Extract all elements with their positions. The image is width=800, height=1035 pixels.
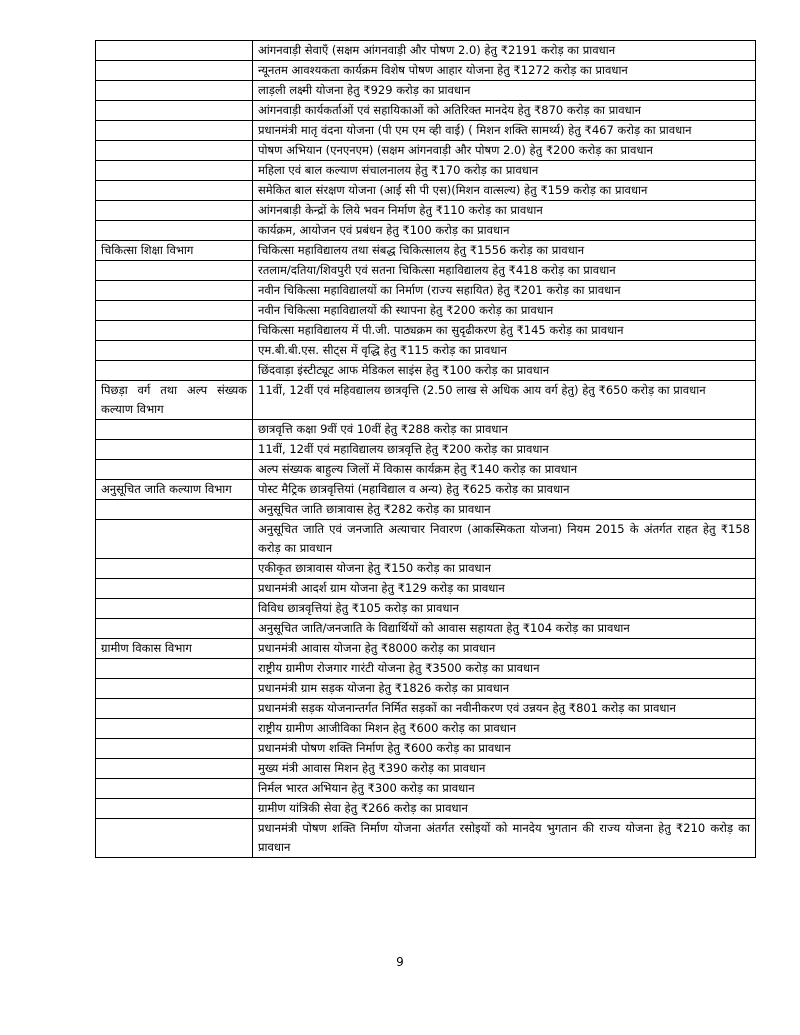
department-cell: ग्रामीण विकास विभाग <box>96 639 253 659</box>
department-cell <box>96 121 253 141</box>
provision-cell: नवीन चिकित्सा महाविद्यालयों की स्थापना हेतु ₹200 करोड़ का प्रावधान <box>253 301 756 321</box>
table-row <box>96 559 756 579</box>
table-row <box>96 799 756 819</box>
provision-cell: अनुसूचित जाति एवं जनजाति अत्याचार निवारण (आकस्मिकता योजना) नियम 2015 के अंतर्गत राहत हेतु ₹158 करोड़ का प्रावधान <box>253 520 756 559</box>
table-row <box>96 480 756 500</box>
department-cell <box>96 261 253 281</box>
provision-cell: छिंदवाड़ा इंस्टीट्यूट आफ मेडिकल साइंस हेतु ₹100 करोड़ का प्रावधान <box>253 361 756 381</box>
page-number: 9 <box>396 955 404 969</box>
provision-cell: आंगनवाड़ी कार्यकर्ताओं एवं सहायिकाओं को अतिरिक्त मानदेय हेतु ₹870 करोड़ का प्रावधान <box>253 101 756 121</box>
department-cell <box>96 141 253 161</box>
table-row <box>96 619 756 639</box>
department-cell: अनुसूचित जाति कल्याण विभाग <box>96 480 253 500</box>
table-row <box>96 201 756 221</box>
table-row <box>96 321 756 341</box>
table-row <box>96 81 756 101</box>
department-cell <box>96 559 253 579</box>
provision-cell: एकीकृत छात्रावास योजना हेतु ₹150 करोड़ का प्रावधान <box>253 559 756 579</box>
department-cell <box>96 579 253 599</box>
table-row <box>96 719 756 739</box>
provision-cell: प्रधानमंत्री आवास योजना हेतु ₹8000 करोड़ का प्रावधान <box>253 639 756 659</box>
table-row <box>96 440 756 460</box>
table-row <box>96 520 756 559</box>
department-cell <box>96 500 253 520</box>
department-cell <box>96 341 253 361</box>
table-row <box>96 659 756 679</box>
budget-table-body <box>96 41 756 858</box>
table-row <box>96 221 756 241</box>
provision-cell: प्रधानमंत्री मातृ वंदना योजना (पी एम एम व्ही वाई) ( मिशन शक्ति सामर्थ्य) हेतु ₹467 करोड़ का प्रावधान <box>253 121 756 141</box>
department-cell <box>96 81 253 101</box>
department-cell <box>96 221 253 241</box>
table-row <box>96 500 756 520</box>
provision-cell: प्रधानमंत्री आदर्श ग्राम योजना हेतु ₹129 करोड़ का प्रावधान <box>253 579 756 599</box>
department-cell <box>96 440 253 460</box>
table-row <box>96 121 756 141</box>
table-row <box>96 141 756 161</box>
table-row <box>96 301 756 321</box>
provision-cell: 11वीं, 12वीं एवं महिवद्यालय छात्रवृत्ति (2.50 लाख से अधिक आय वर्ग हेतु) हेतु ₹650 करोड़ का प्रावधान <box>253 381 756 420</box>
department-cell <box>96 101 253 121</box>
department-cell <box>96 281 253 301</box>
provision-cell: पोषण अभियान (एनएनएम) (सक्षम आंगनवाड़ी और पोषण 2.0) हेतु ₹200 करोड़ का प्रावधान <box>253 141 756 161</box>
table-row <box>96 779 756 799</box>
provision-cell: नवीन चिकित्सा महाविद्यालयों का निर्माण (राज्य सहायित) हेतु ₹201 करोड़ का प्रावधान <box>253 281 756 301</box>
department-cell <box>96 619 253 639</box>
department-cell <box>96 321 253 341</box>
table-row <box>96 241 756 261</box>
provision-cell: रतलाम/दतिया/शिवपुरी एवं सतना चिकित्सा महाविद्यालय हेतु ₹418 करोड़ का प्रावधान <box>253 261 756 281</box>
table-row <box>96 101 756 121</box>
provision-cell: अनुसूचित जाति/जनजाति के विद्यार्थियों को आवास सहायता हेतु ₹104 करोड़ का प्रावधान <box>253 619 756 639</box>
table-row <box>96 161 756 181</box>
provision-cell: आंगनवाड़ी सेवाएँ (सक्षम आंगनवाड़ी और पोषण 2.0) हेतु ₹2191 करोड़ का प्रावधान <box>253 41 756 61</box>
provision-cell: ग्रामीण यांत्रिकी सेवा हेतु ₹266 करोड़ का प्रावधान <box>253 799 756 819</box>
provision-cell: छात्रवृत्ति कक्षा 9वीं एवं 10वीं हेतु ₹288 करोड़ का प्रावधान <box>253 420 756 440</box>
table-row <box>96 261 756 281</box>
department-cell <box>96 201 253 221</box>
department-cell <box>96 779 253 799</box>
department-cell <box>96 161 253 181</box>
table-row <box>96 579 756 599</box>
department-cell <box>96 361 253 381</box>
provision-cell: अल्प संख्यक बाहुल्य जिलों में विकास कार्यक्रम हेतु ₹140 करोड़ का प्रावधान <box>253 460 756 480</box>
table-row <box>96 281 756 301</box>
provision-cell: प्रधानमंत्री ग्राम सड़क योजना हेतु ₹1826 करोड़ का प्रावधान <box>253 679 756 699</box>
department-cell <box>96 61 253 81</box>
department-cell <box>96 759 253 779</box>
provision-cell: चिकित्सा महाविद्यालय तथा संबद्ध चिकित्सालय हेतु ₹1556 करोड़ का प्रावधान <box>253 241 756 261</box>
department-cell: चिकित्सा शिक्षा विभाग <box>96 241 253 261</box>
table-row <box>96 341 756 361</box>
provision-cell: एम.बी.बी.एस. सीट्स में वृद्धि हेतु ₹115 करोड़ का प्रावधान <box>253 341 756 361</box>
provision-cell: आंगनबाड़ी केन्द्रों के लिये भवन निर्माण हेतु ₹110 करोड़ का प्रावधान <box>253 201 756 221</box>
department-cell: पिछड़ा वर्ग तथा अल्प संख्यक कल्याण विभाग <box>96 381 253 420</box>
provision-cell: चिकित्सा महाविद्यालय में पी.जी. पाठ्यक्रम का सुदृढीकरण हेतु ₹145 करोड़ का प्रावधान <box>253 321 756 341</box>
table-row <box>96 420 756 440</box>
provision-cell: प्रधानमंत्री सड़क योजनान्तर्गत निर्मित सड़कों का नवीनीकरण एवं उन्नयन हेतु ₹801 करोड़ का प्रावधान <box>253 699 756 719</box>
table-row <box>96 739 756 759</box>
table-row <box>96 679 756 699</box>
department-cell <box>96 739 253 759</box>
department-cell <box>96 679 253 699</box>
provision-cell: कार्यक्रम, आयोजन एवं प्रबंधन हेतु ₹100 करोड़ का प्रावधान <box>253 221 756 241</box>
provision-cell: मुख्य मंत्री आवास मिशन हेतु ₹390 करोड़ का प्रावधान <box>253 759 756 779</box>
provision-cell: पोस्ट मैट्रिक छात्रवृत्तियां (महाविद्याल व अन्य) हेतु ₹625 करोड़ का प्रावधान <box>253 480 756 500</box>
provision-cell: महिला एवं बाल कल्याण संचालनालय हेतु ₹170 करोड़ का प्रावधान <box>253 161 756 181</box>
department-cell <box>96 819 253 858</box>
department-cell <box>96 301 253 321</box>
department-cell <box>96 460 253 480</box>
provision-cell: लाड़ली लक्ष्मी योजना हेतु ₹929 करोड़ का प्रावधान <box>253 81 756 101</box>
table-row <box>96 41 756 61</box>
provision-cell: विविध छात्रवृत्तियां हेतु ₹105 करोड़ का प्रावधान <box>253 599 756 619</box>
table-row <box>96 639 756 659</box>
department-cell <box>96 699 253 719</box>
table-row <box>96 699 756 719</box>
department-cell <box>96 520 253 559</box>
provision-cell: राष्ट्रीय ग्रामीण आजीविका मिशन हेतु ₹600 करोड़ का प्रावधान <box>253 719 756 739</box>
department-cell <box>96 420 253 440</box>
department-cell <box>96 659 253 679</box>
provision-cell: अनुसूचित जाति छात्रावास हेतु ₹282 करोड़ का प्रावधान <box>253 500 756 520</box>
table-row <box>96 361 756 381</box>
table-row <box>96 599 756 619</box>
provision-cell: प्रधानमंत्री पोषण शक्ति निर्माण योजना अंतर्गत रसोइयों को मानदेय भुगतान की राज्य योजना हेतु ₹210 करोड़ का प्रावधान <box>253 819 756 858</box>
table-row <box>96 460 756 480</box>
provision-cell: निर्मल भारत अभियान हेतु ₹300 करोड़ का प्रावधान <box>253 779 756 799</box>
table-row <box>96 61 756 81</box>
table-row <box>96 181 756 201</box>
department-cell <box>96 599 253 619</box>
provision-cell: समेकित बाल संरक्षण योजना (आई सी पी एस)(मिशन वात्सल्य) हेतु ₹159 करोड़ का प्रावधान <box>253 181 756 201</box>
table-row <box>96 819 756 858</box>
provision-cell: प्रधानमंत्री पोषण शक्ति निर्माण हेतु ₹600 करोड़ का प्रावधान <box>253 739 756 759</box>
department-cell <box>96 799 253 819</box>
budget-table <box>95 40 756 858</box>
table-row <box>96 381 756 420</box>
department-cell <box>96 719 253 739</box>
provision-cell: 11वीं, 12वीं एवं महाविद्यालय छात्रवृत्ति हेतु ₹200 करोड़ का प्रावधान <box>253 440 756 460</box>
provision-cell: न्यूनतम आवश्यकता कार्यक्रम विशेष पोषण आहार योजना हेतु ₹1272 करोड़ का प्रावधान <box>253 61 756 81</box>
table-row <box>96 759 756 779</box>
provision-cell: राष्ट्रीय ग्रामीण रोजगार गारंटी योजना हेतु ₹3500 करोड़ का प्रावधान <box>253 659 756 679</box>
department-cell <box>96 41 253 61</box>
department-cell <box>96 181 253 201</box>
